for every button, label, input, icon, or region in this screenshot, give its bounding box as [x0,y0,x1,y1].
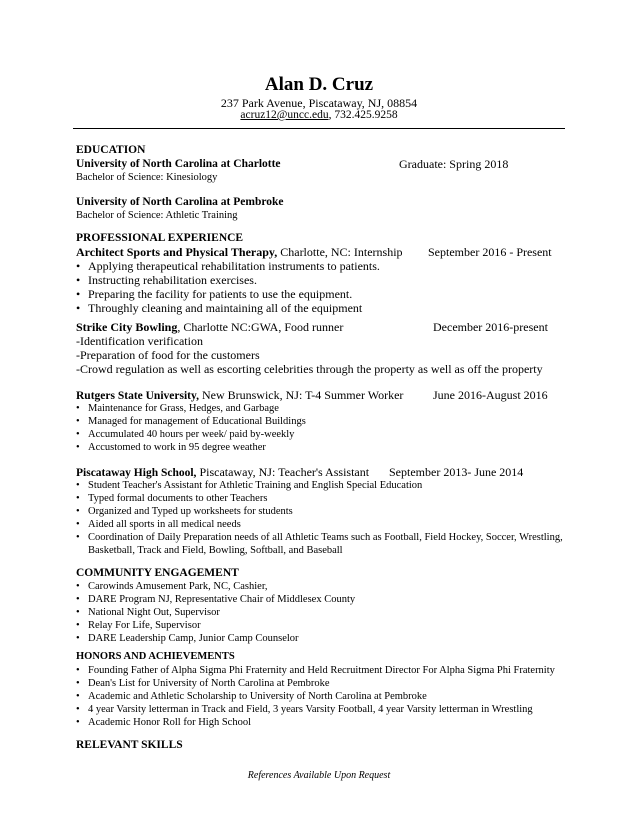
list-item: • Student Teacher's Assistant for Athletic Training and English Special Education [76,480,423,491]
list-item: • Aided all sports in all medical needs [76,519,241,530]
skills-section [76,738,566,752]
contact-line [0,109,638,121]
list-item: • Coordination of Daily Preparation needs of all Athletic Teams such as Football, Field Hockey, Soccer, Wrestling, [76,532,563,543]
list-item: • Managed for management of Educational Buildings [76,416,306,427]
list-item: -Crowd regulation as well as escorting celebrities through the property as well as off the property [76,362,543,376]
job-3-date: June 2016-August 2016 [433,388,548,402]
school-1-date: Graduate: Spring 2018 [399,157,509,171]
job-2 [76,320,566,376]
list-item: • 4 year Varsity letterman in Track and Field, 3 years Varsity Football, 4 year Varsity letterman in Wrestling [76,704,533,715]
job-2-date: December 2016-present [433,320,548,334]
list-item: • Academic Honor Roll for High School [76,717,252,728]
list-item: -Identification verification [76,334,203,348]
school-1-name: University of North Carolina at Charlotte [76,158,281,170]
job-1-header [76,245,566,259]
job-4-org: Piscataway High School, [76,467,197,479]
list-item: • Accumulated 40 hours per week/ paid by-weekly [76,429,295,440]
footer-note: References Available Upon Request [247,770,391,781]
job-4-header [76,465,566,479]
experience-heading: PROFESSIONAL EXPERIENCE [76,232,244,244]
job-4 [76,465,566,557]
list-item: • Accustomed to work in 95 degree weather [76,442,266,453]
list-item: • Typed formal documents to other Teachers [76,493,268,504]
list-item: • Maintenance for Grass, Hedges, and Garbage [76,403,279,414]
resume-name: Alan D. Cruz [264,74,374,95]
community-section [76,566,566,645]
school-2: University of North Carolina at Pembroke [76,196,284,208]
degree-2: Bachelor of Science: Athletic Training [76,210,238,221]
job-1-org: Architect Sports and Physical Therapy, [76,245,278,259]
job-1-date: September 2016 - Present [428,245,552,259]
job-4-date: September 2013- June 2014 [389,465,524,479]
list-item: • Relay For Life, Supervisor [76,620,201,631]
job-2-header [76,320,566,334]
honors-section [76,650,566,729]
address: 237 Park Avenue, Piscataway, NJ, 08854 [220,96,418,110]
list-item: • Preparing the facility for patients to use the equipment. [76,287,353,301]
phone: , 732.425.9258 [328,109,398,121]
school-1 [76,157,566,171]
list-item: • DARE Leadership Camp, Junior Camp Counselor [76,633,299,644]
job-1-role: Charlotte, NC: Internship [277,245,403,259]
job-2-role: , Charlotte NC:GWA, Food runner [177,320,344,334]
list-item: -Preparation of food for the customers [76,348,260,362]
job-3-role: New Brunswick, NJ: T-4 Summer Worker [198,388,404,402]
list-item: • Academic and Athletic Scholarship to University of North Carolina at Pembroke [76,691,427,702]
list-item: • DARE Program NJ, Representative Chair of Middlesex County [76,594,356,605]
job-3 [76,388,566,454]
list-item: • Throughly cleaning and maintaining all of the equipment [76,301,363,315]
spacer [76,185,566,195]
honors-heading: HONORS AND ACHIEVEMENTS [76,651,235,662]
email-link[interactable]: acruz12@uncc.edu [240,109,329,121]
job-3-header [76,388,566,402]
job-4-role: Piscataway, NJ: Teacher's Assistant [196,465,370,479]
header-divider [73,128,565,129]
job-3-org: Rutgers State University, [76,390,199,402]
education-heading: EDUCATION [76,144,146,156]
list-item: • Applying therapeutical rehabilitation instruments to patients. [76,259,380,273]
community-heading: COMMUNITY ENGAGEMENT [76,567,239,579]
experience-section [76,231,566,315]
list-item: • Instructing rehabilitation exercises. [76,273,257,287]
list-item: • Dean's List for University of North Carolina at Pembroke [76,678,330,689]
education-section [76,143,566,223]
job-2-org: Strike City Bowling [76,320,178,334]
skills-heading: RELEVANT SKILLS [76,739,183,751]
list-item: • National Night Out, Supervisor [76,607,220,618]
list-item: • Founding Father of Alpha Sigma Phi Fraternity and Held Recruitment Director For Alpha Sigma Phi Fraternity [76,665,555,676]
list-item: • Carowinds Amusement Park, NC, Cashier, [76,581,268,592]
list-item: • Organized and Typed up worksheets for students [76,506,293,517]
list-item-continuation: Basketball, Track and Field, Bowling, Softball, and Baseball [88,545,343,556]
degree-1: Bachelor of Science: Kinesiology [76,172,218,183]
